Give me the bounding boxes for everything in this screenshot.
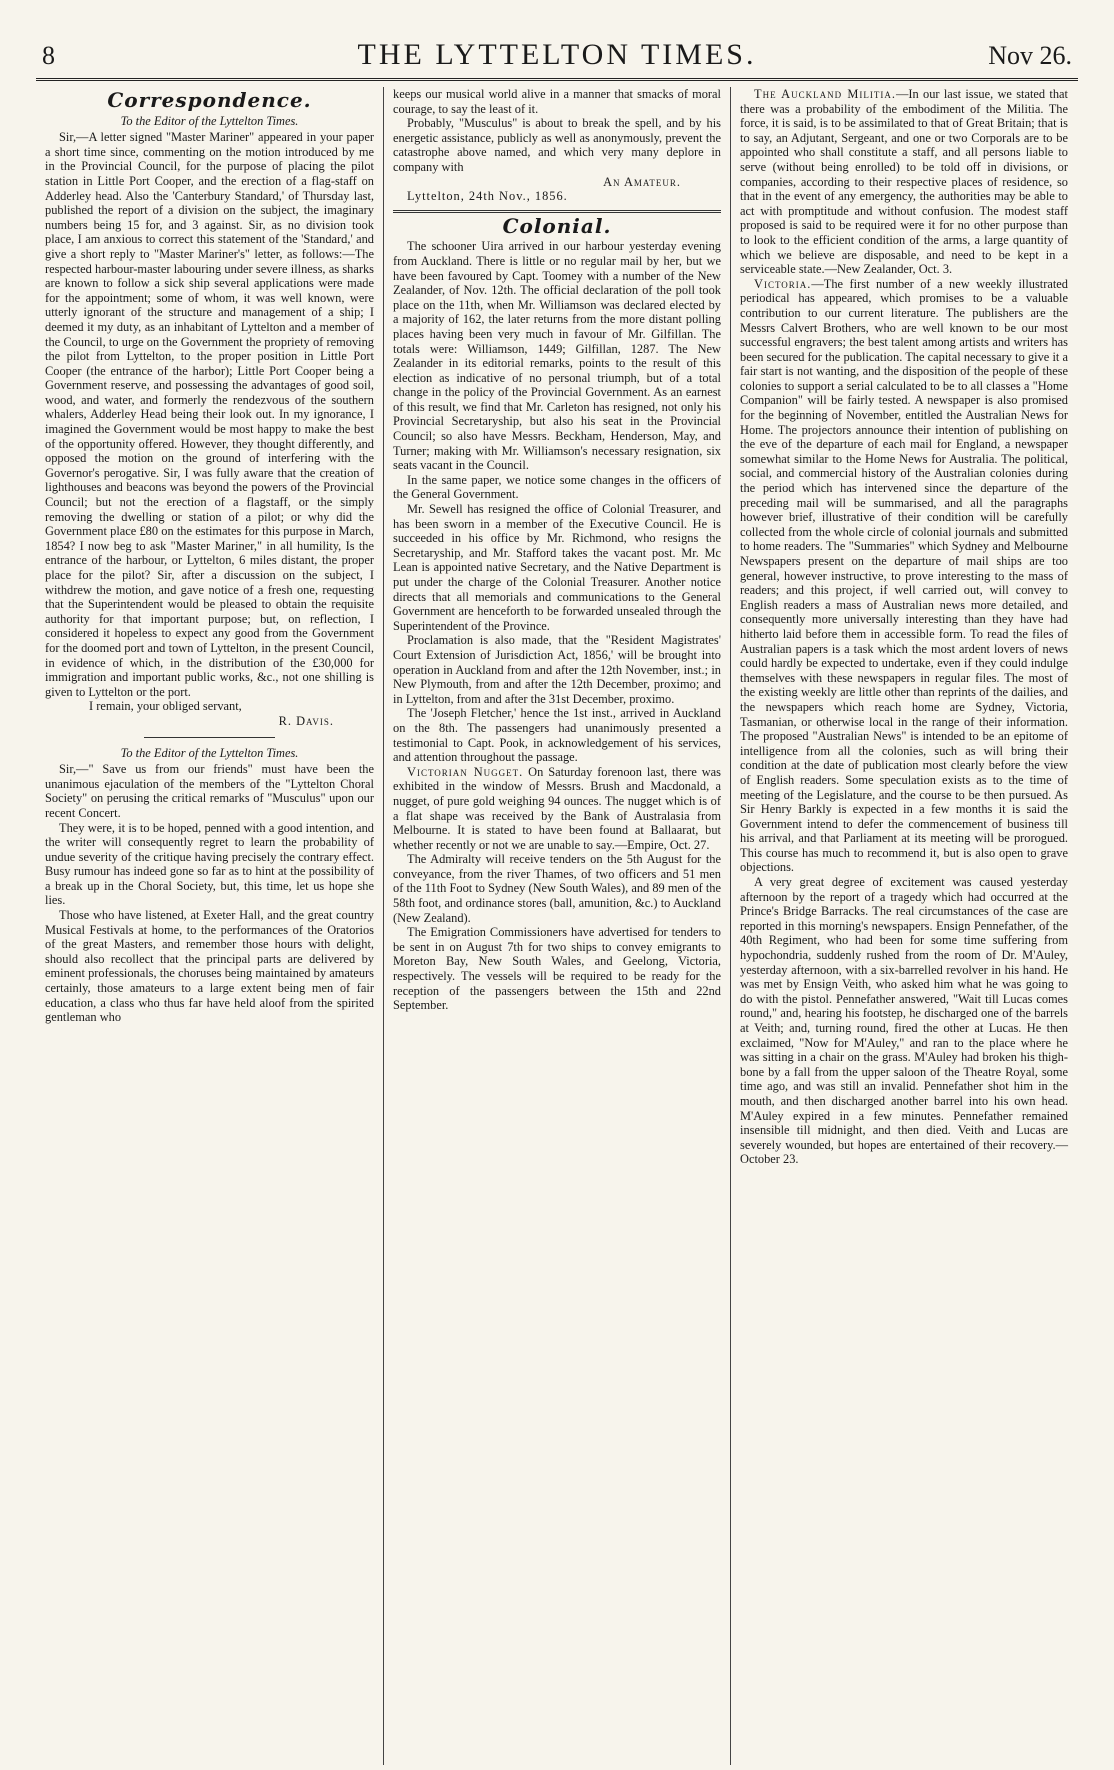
letter-signature: An Amateur. bbox=[603, 174, 681, 189]
article-paragraph: keeps our musical world alive in a manner that smacks of moral courage, to say the least of it. bbox=[393, 87, 721, 116]
article-paragraph: In the same paper, we notice some changes in the officers of the General Government. bbox=[393, 472, 721, 502]
article-paragraph: The schooner Uira arrived in our harbour yesterday evening from Auckland. There is little or no regular mail by her, but we have been favoured by Capt. Toomey with a number of the New Zealander, of Nov. 12th. The official declaration of the poll took place on the 11th, when Mr. Williamson was declared elected by a majority of 162, the later returns from the more distant polling places having been very much in favour of Mr. Gilfillan. The totals were: Williamson, 1449; Gilfillan, 1287. The New Zealander in its editorial remarks, points to the result of this election as indicative of no personal triumph, but of a total change in the policy of the Provincial Government. As an earnest of this result, we find that Mr. Carleton has resigned, not only his Provincial Secretaryship, but also his seat in the Provincial Council; so also have Messrs. Beckham, Henderson, May, and Turner; making with Mr. Williamson's necessary resignation, six seats vacant in the Council. bbox=[393, 239, 721, 473]
article-paragraph bbox=[393, 765, 721, 853]
page-number: 8 bbox=[42, 41, 55, 70]
divider bbox=[144, 737, 276, 738]
letter-paragraph: Sir,—A letter signed "Master Mariner" appeared in your paper a short time since, commenting on the motion introduced by me in the Provincial Council, for the purpose of placing the pilot station in Little Port Cooper, and the erection of a flag-staff on Adderley head. Also the 'Canterbury Standard,' of Thursday last, published the report of a division on the subject, the imaginary numbers being 15 for, and 3 against. Sir, as no division took place, I am anxious to correct this statement of the 'Standard,' and give a short reply to "Master Mariner's" letter, as follows:—The respected harbour-master labouring under severe illness, as sharks are known to follow a sick ship several applications were made for the appointment; some of whom, it was well known, were utterly ignorant of the structure and management of a ship; I deemed it my duty, as an inhabitant of Lyttelton and a member of the Council, to urge on the Government the propriety of removing the pilot from Lyttelton, to the proper position in Little Port Cooper (the entrance of the harbor); Little Port Cooper being a Government reserve, and possessing the advantages of good soil, wood, and water, and formerly the rendezvous of the southern whalers, Adderley Head being their look out. In my ignorance, I imagined the Government would be most happy to make the best of the opportunity offered. However, they thought differently, and opposed the motion on the ground of interfering with the Governor's perogative. Sir, I was fully aware that the creation of lighthouses and beacons was beyond the powers of the Provincial Council; but not the erection of a flagstaff, or the simply removing the dwelling or station of a pilot; or why did the Government place £80 on the estimates for this purpose in March, 1854? I now beg to ask "Master Mariner," in all humility, Is the entrance of the harbour, or Lyttelton, 6 miles distant, the proper place for the pilot? Sir, after a discussion on the subject, I withdrew the motion, and gave notice of a fresh one, requesting that the Superintendent would be pleased to obtain the requisite authority for that important purpose; but, on reflection, I considered it hopeless to expect any good from the Government for the doomed port and town of Lyttelton, in the present Council, in evidence of which, in the distribution of the £30,000 for immigration and important public works, &c., not one shilling is given to Lyttelton or the port. bbox=[45, 130, 374, 699]
paragraph-lead: The Auckland Militia. bbox=[754, 87, 897, 101]
letter-signature: R. Davis. bbox=[278, 713, 334, 728]
article-paragraph: Probably, "Musculus" is about to break the spell, and by his energetic assistance, publicly as well as anonymously, prevent the catastrophe above named, and which very many deplore in company with bbox=[393, 116, 721, 174]
columns bbox=[36, 87, 1078, 1765]
column-1 bbox=[36, 87, 383, 1765]
issue-date: Nov 26. bbox=[988, 41, 1072, 70]
column-3 bbox=[730, 87, 1077, 1765]
section-heading-correspondence: Correspondence. bbox=[107, 88, 312, 112]
article-paragraph: Proclamation is also made, that the "Resident Magistrates' Court Extension of Jurisdiction Act, 1856,' will be brought into operation in Auckland from and after the 12th November, inst.; in New Plymouth, from and after the 12th December, proximo; and in Lyttelton, from and after the 31st December, proximo. bbox=[393, 633, 721, 706]
section-heading-colonial: Colonial. bbox=[502, 213, 612, 238]
paragraph-lead: Victoria. bbox=[754, 276, 812, 291]
letter-paragraph: Sir,—" Save us from our friends" must have been the unanimous ejaculation of the members of the "Lyttelton Choral Society" on perusing the critical remarks of "Musculus" upon our recent Concert. bbox=[45, 762, 374, 820]
letter-address: To the Editor of the Lyttelton Times. bbox=[120, 745, 299, 760]
paragraph-lead: Victorian Nugget. bbox=[407, 764, 524, 779]
divider bbox=[393, 210, 721, 213]
paragraph-text: —In our last issue, we stated that there was a probability of the embodiment of the Militia. The force, it is said, is to be assimilated to that of Great Britain; that is to say, an Adjutant, Sergeant, and one or two Corporals are to be appointed who shall constitute a staff, and all persons liable to serve (without being enrolled) to be told off in divisions, or companies, according to their respective places of residence, so that in the event of any emergency, the authorities may be able to act with promptitude and without confusion. The modest staff proposed is said to be required were it for no other purpose than to look to the efficient condition of the arms, a large quantity of which we believe are disposable, and need to be kept in a serviceable state.—New Zealander, Oct. 3. bbox=[740, 87, 1068, 277]
letter-closing: I remain, your obliged servant, bbox=[89, 699, 242, 714]
paragraph-text: On Saturday forenoon last, there was exhibited in the window of Messrs. Brush and Macdonald, a nugget, of pure gold weighing 94 ounces. The nugget which is of a flat shape was received by the Bank of Australasia from Melbourne. It is stated to have been found at Ballaarat, but whether recently or not we are unable to say.—Empire, Oct. 27. bbox=[393, 764, 722, 852]
column-2 bbox=[383, 87, 730, 1765]
letter-address: To the Editor of the Lyttelton Times. bbox=[120, 113, 299, 128]
article-paragraph: The 'Joseph Fletcher,' hence the 1st inst., arrived in Auckland on the 8th. The passengers had unanimously presented a testimonial to Capt. Pook, in acknowledgement of his services, and attention throughout the passage. bbox=[393, 706, 721, 765]
dateline: Lyttelton, 24th Nov., 1856. bbox=[407, 189, 568, 204]
letter-paragraph: Those who have listened, at Exeter Hall, and the great country Musical Festivals at home, to the performances of the Oratorios of the great Masters, and remember those hours with delight, should also recollect that the principal parts are delivered by eminent professionals, the choruses being maintained by amateurs certainly, those amateurs to a large extent being men of fair education, a class who thus far have held aloof from the spirited gentleman who bbox=[45, 908, 374, 1025]
paragraph-text: —The first number of a new weekly illustrated periodical has appeared, which promises to be a valuable contribution to our current literature. The publishers are the Messrs Calvert Brothers, who are well known to be our most successful engravers; the best talent among artists and writers has been secured for the publication. The capital necessary to give it a fair start is not wanting, and the disposition of the people of these colonies to support a serial calculated to be to all classes a "Home Companion" will be fairly tested. A newspaper is also promised for the beginning of November, entitled the Australian News for Home. The projectors announce their intention of publishing on the eve of the departure of each mail for England, a newspaper somewhat similar to the Home News for Australia. The political, social, and commercial history of the Australian colonies during the period which has intervened since the departure of the preceding mail will be summarised, and all the paragraphs however brief, illustrative of their condition will be carefully collected from the whole circle of colonial journals and submitted to home readers. The "Summaries" which Sydney and Melbourne Newspapers present on the departure of mail ships are too general, however instructive, to prove interesting to the mass of readers; and this project, if well carried out, will convey to English readers a mass of Australian news more detailed, and consequently more universally interesting than they have had hitherto laid before them in accessible form. To read the files of Australian papers is a task which the most ardent lovers of news could hardly be expected to undertake, even if they could indulge themselves with these newspapers in regular files. The most of the existing weekly are little other than reprints of the dailies, and the newspapers which reach home are Sydney, Victoria, Tasmanian, or otherwise local in the range of their information. The proposed "Australian News" is intended to be an epitome of intelligence from all the colonies, such as will bring their condition at the date of publication most clearly before the view of English readers. Some speculation exists as to the time of meeting of the Legislature, and the course to be then pursued. As Sir Henry Barkly is expected in a few months it is said the Government intend to defer the commencement of business till his arrival, and that Parliament at its meeting will be prorogued. This course has much to recommend it, but is also open to grave objections. bbox=[740, 276, 1068, 875]
article-paragraph: The Emigration Commissioners have advertised for tenders to be sent in on August 7th for two ships to convey emigrants to Moreton Bay, New South Wales, and Geelong, Victoria, respectively. The vessels will be required to be ready for the reception of the passengers between the 15th and 22nd September. bbox=[393, 925, 721, 1013]
article-paragraph: Mr. Sewell has resigned the office of Colonial Treasurer, and has been sworn in a member of the Executive Council. He is succeeded in his office by Mr. Richmond, who resigns the Secretaryship, and Mr. Stafford takes the vacant post. Mr. Mc Lean is appointed native Secretary, and the Native Department is put under the charge of the Colonial Treasurer. Another notice directs that all memorials and communications to the General Government are henceforth to be forwarded unsealed through the Superintendent of the Province. bbox=[393, 502, 721, 633]
article-paragraph bbox=[740, 277, 1068, 875]
article-paragraph bbox=[740, 87, 1068, 277]
article-paragraph: A very great degree of excitement was caused yesterday afternoon by the report of a tragedy which had occurred at the Prince's Bridge Barracks. The real circumstances of the case are reported in this morning's newspapers. Ensign Pennefather, of the 40th Regiment, who had been for some time suffering from hypochondria, suddenly rushed from the room of Dr. M'Auley, yesterday afternoon, with a six-barrelled revolver in his hand. He was met by Ensign Veith, who asked him what he was going to do with the pistol. Pennefather answered, "Wait till Lucas comes round," and, hearing his footstep, he discharged one of the barrels at Veith; and, turning round, fired the other at Lucas. He then exclaimed, "Now for M'Auley," and ran to the place where he was sitting in a chair on the grass. M'Auley had broken his thigh-bone by a fall from the upper saloon of the Theatre Royal, some time ago, and was still an invalid. Pennefather shot him in the mouth, and then discharged another barrel into his own head. M'Auley expired in a few minutes. Pennefather remained insensible till midnight, and then died. Veith and Lucas are severely wounded, but hopes are entertained of their recovery.—October 23. bbox=[740, 875, 1068, 1167]
masthead bbox=[36, 38, 1078, 81]
newspaper-title: THE LYTTELTON TIMES. bbox=[357, 38, 757, 71]
article-paragraph: The Admiralty will receive tenders on the 5th August for the conveyance, from the river Thames, of two officers and 51 men of the 11th Foot to Sydney (New South Wales), and 89 men of the 58th foot, and ordinance stores (ball, amunition, &c.) to Auckland (New Zealand). bbox=[393, 852, 721, 925]
letter-paragraph: They were, it is to be hoped, penned with a good intention, and the writer will consequently regret to learn the probability of undue severity of the critique having precisely the contrary effect. Busy rumour has indeed gone so far as to hint at the possibility of a break up in the Choral Society, but, this time, let us hope she lies. bbox=[45, 820, 374, 908]
